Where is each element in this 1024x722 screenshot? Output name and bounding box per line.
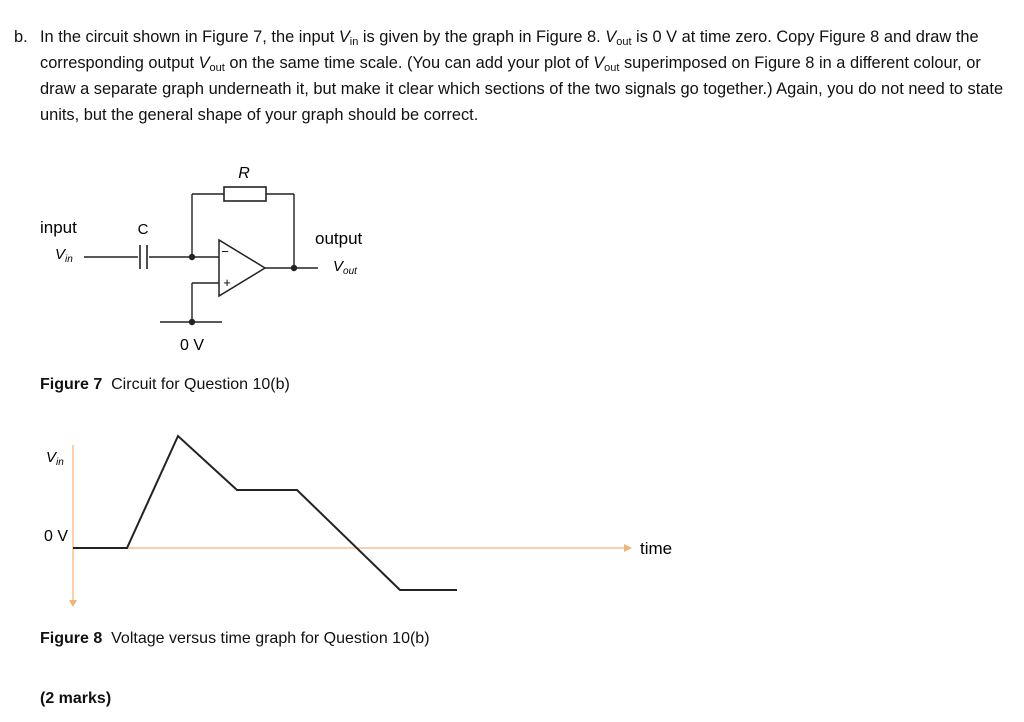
question-body xyxy=(40,24,1004,128)
question-text-1: In the circuit shown in Figure 7, the input xyxy=(40,28,339,46)
vin-symbol: V xyxy=(338,28,350,46)
zero-volt-label: 0 V xyxy=(44,528,69,545)
vout-subscript: out xyxy=(616,36,632,48)
y-axis-arrow xyxy=(69,600,77,607)
question-label: b. xyxy=(14,28,28,46)
figure8-caption-text: Voltage versus time graph for Question 10(b) xyxy=(111,630,430,647)
input-vin-label: $V_{in}$ xyxy=(55,246,73,265)
question-text-4: on the same time scale. (You can add your plot of xyxy=(224,54,594,72)
input-label: input xyxy=(40,218,77,237)
vin-subscript: in xyxy=(349,36,359,48)
marks-label: (2 marks) xyxy=(40,690,112,707)
figure7-caption-bold: Figure 7 xyxy=(40,376,103,393)
question-text xyxy=(14,24,1004,128)
opamp-minus-sign: − xyxy=(221,244,229,259)
figure8-caption-bold: Figure 8 xyxy=(40,630,103,647)
capacitor-label: C xyxy=(137,221,149,238)
vout-symbol: V xyxy=(605,28,617,46)
vout-symbol-3: V xyxy=(593,54,605,72)
opamp-plus-sign: + xyxy=(223,275,231,290)
output-label: output xyxy=(315,229,363,248)
circuit-diagram xyxy=(0,150,420,365)
vin-waveform xyxy=(73,436,457,590)
junction-node-input xyxy=(189,254,195,260)
figure7-caption-text: Circuit for Question 10(b) xyxy=(111,376,290,393)
junction-node-ground xyxy=(189,319,195,325)
junction-node-output xyxy=(291,265,297,271)
figure7-caption xyxy=(40,376,290,394)
question-text-2: is given by the graph in Figure 8. xyxy=(358,28,606,46)
resistor-label: R xyxy=(238,165,250,182)
vout-subscript-3: out xyxy=(604,62,620,74)
vout-subscript-2: out xyxy=(209,62,225,74)
figure8-caption xyxy=(40,630,430,648)
y-axis-label: $V_{in}$ xyxy=(46,449,64,468)
x-axis-label: time xyxy=(640,539,673,558)
question-text-5: superimposed on Figure 8 in a different colour, or draw a separate graph underneath it, but make it clear which sections of the two signals go together.) Again, you do not need to state units, but the general shape of your graph should be correct. xyxy=(40,54,1004,124)
x-axis-arrow xyxy=(624,544,632,552)
voltage-time-graph xyxy=(0,420,720,620)
graph-axes xyxy=(69,445,632,607)
vout-symbol-2: V xyxy=(198,54,210,72)
question-text-3: is 0 V at time zero. Copy Figure 8 and draw the corresponding output xyxy=(40,28,979,72)
output-vout-label: $V_{out}$ xyxy=(333,258,357,277)
ground-label: 0 V xyxy=(179,337,205,354)
